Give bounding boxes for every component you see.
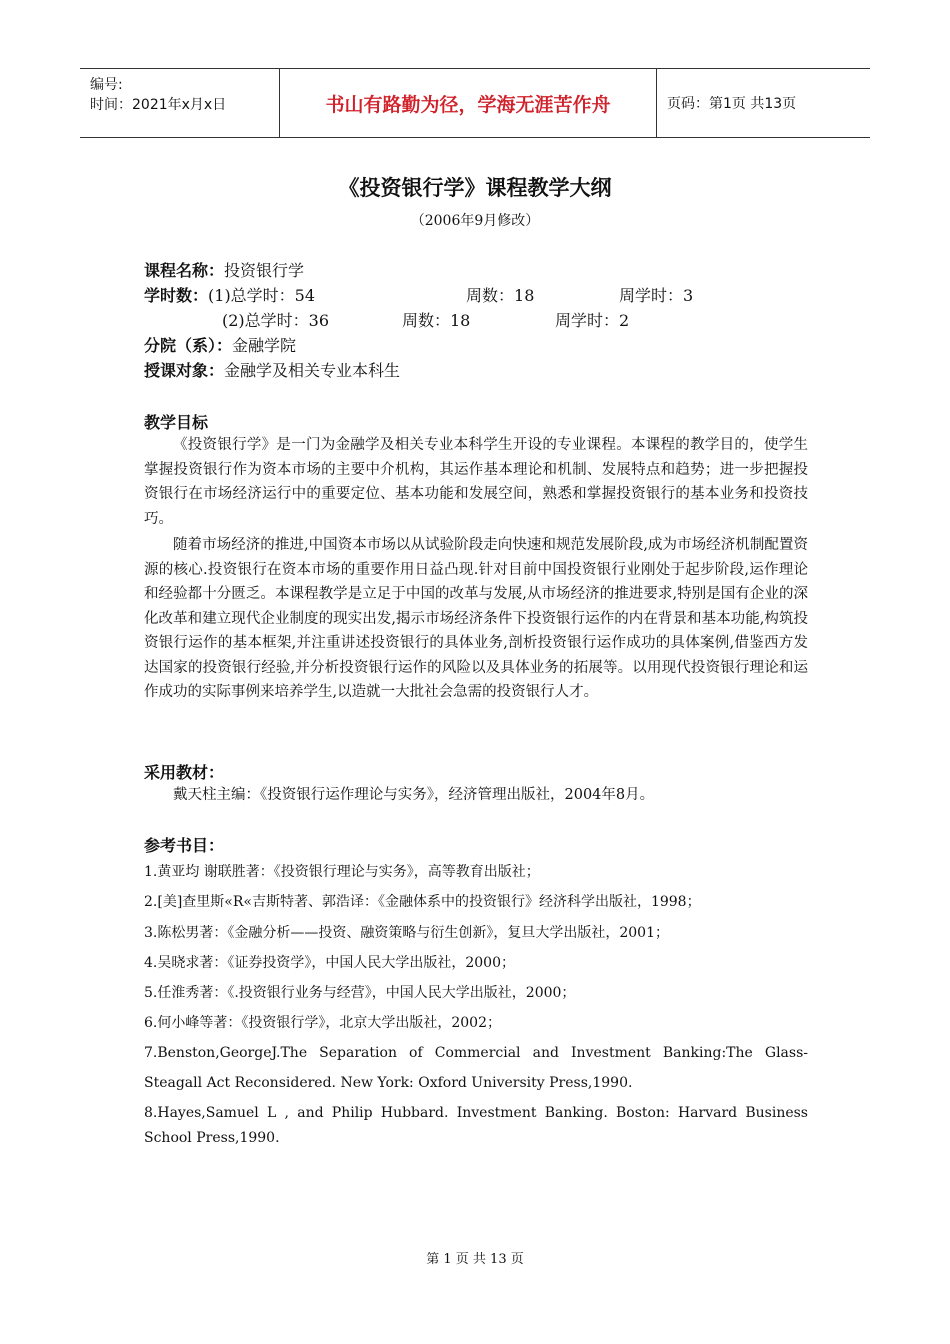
course-info	[144, 258, 693, 383]
hours-label: 学时数：	[144, 286, 209, 305]
reference-item: 8.Hayes,Samuel L , and Philip Hubbard. Investment Banking. Boston: Harvard Business School Press,1990.	[144, 1105, 808, 1146]
goals-heading: 教学目标	[144, 413, 209, 432]
audience-value: 金融学及相关专业本科生	[224, 361, 401, 380]
page-title: 《投资银行学》课程教学大纲	[338, 176, 612, 200]
reference-item: 7.Benston,GeorgeJ.The Separation of Commercial and Investment Banking:The Glass-Steagall Act Reconsidered. New York: Oxford University Press,1990.	[144, 1045, 808, 1091]
dept-value: 金融学院	[232, 336, 297, 355]
header-motto	[280, 69, 657, 137]
weeks-1: 周数：18	[466, 286, 535, 305]
reference-item: 2.[美]查里斯«R«吉斯特著、郭浩译：《金融体系中的投资银行》经济科学出版社，1998；	[144, 894, 701, 910]
textbook-text: 戴天柱主编：《投资银行运作理论与实务》，经济管理出版社，2004年8月。	[173, 787, 655, 803]
header-time: 时间：2021年x月x日	[90, 97, 227, 113]
weekly-hours-1: 周学时：3	[619, 286, 694, 305]
textbook-heading: 采用教材：	[144, 763, 225, 782]
references-list	[144, 857, 808, 1154]
audience-label: 授课对象：	[144, 361, 225, 380]
header-meta	[80, 69, 280, 137]
hours-row-2	[144, 308, 693, 333]
audience-row	[144, 358, 693, 383]
total-hours-1: (1)总学时：54	[208, 286, 316, 305]
goals-paragraph-2: 随着市场经济的推进,中国资本市场以从试验阶段走向快速和规范发展阶段,成为市场经济机制配置资源的核心.投资银行在资本市场的重要作用日益凸现.针对目前中国投资银行业刚处于起步阶段,运作理论和经验都十分匮乏。本课程教学是立足于中国的改革与发展,从市场经济的推进要求,特别是国有企业的深化改革和建立现代企业制度的现实出发,揭示市场经济条件下投资银行运作的内在背景和基本功能,构筑投资银行运作的基本框架,并注重讲述投资银行的具体业务,剖析投资银行运作成功的具体案例,借鉴西方发达国家的投资银行经验,并分析投资银行运作的风险以及具体业务的拓展等。以用现代投资银行理论和运作成功的实际事例来培养学生,以造就一大批社会急需的投资银行人才。	[144, 537, 808, 700]
reference-item: 5.任淮秀著：《.投资银行业务与经营》，中国人民大学出版社，2000；	[144, 985, 576, 1001]
dept-row	[144, 333, 693, 358]
header-number-label: 编号:	[90, 77, 123, 93]
reference-item: 6.何小峰等著：《投资银行学》，北京大学出版社，2002；	[144, 1015, 501, 1031]
goals-paragraph-1: 《投资银行学》是一门为金融学及相关专业本科学生开设的专业课程。本课程的教学目的，使学生掌握投资银行作为资本市场的主要中介机构，其运作基本理论和机制、发展特点和趋势；进一步把握投资银行在市场经济运行中的重要定位、基本功能和发展空间，熟悉和掌握投资银行的基本业务和投资技巧。	[144, 437, 808, 527]
references-heading: 参考书目：	[144, 836, 225, 855]
course-name-row	[144, 258, 693, 283]
reference-item: 4.吴晓求著：《证券投资学》，中国人民大学出版社，2000；	[144, 955, 515, 971]
page-subtitle: （2006年9月修改）	[410, 213, 540, 229]
reference-item: 3.陈松男著：《金融分析——投资、融资策略与衍生创新》，复旦大学出版社，2001；	[144, 925, 669, 941]
hours-row-1	[144, 283, 693, 308]
motto-text: 书山有路勤为径，学海无涯苦作舟	[325, 93, 611, 116]
page-code-text: 页码：第1页 共13页	[667, 96, 797, 112]
weeks-2: 周数：18	[402, 311, 471, 330]
course-name-value: 投资银行学	[224, 261, 305, 280]
header-page-code	[657, 69, 870, 137]
total-hours-2: (2)总学时：36	[222, 311, 330, 330]
page-footer: 第 1 页 共 13 页	[426, 1252, 524, 1267]
header-table	[80, 68, 870, 138]
weekly-hours-2: 周学时：2	[555, 311, 630, 330]
reference-item: 1.黄亚均 谢联胜著：《投资银行理论与实务》，高等教育出版社；	[144, 864, 540, 880]
course-name-label: 课程名称：	[144, 261, 225, 280]
dept-label: 分院（系）：	[144, 336, 233, 355]
